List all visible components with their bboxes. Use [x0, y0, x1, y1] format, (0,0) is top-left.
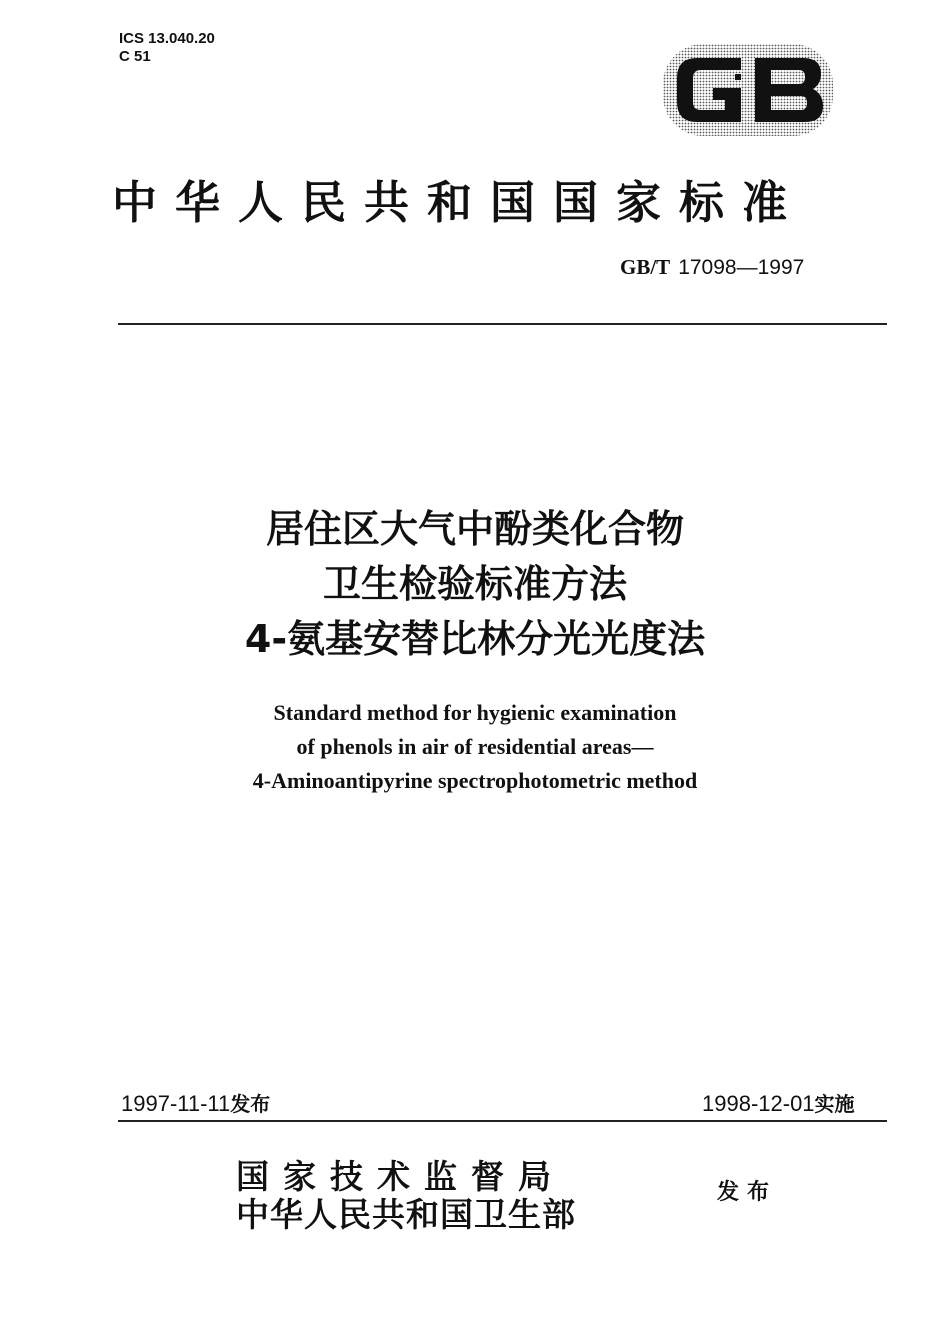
standard-code	[620, 255, 804, 280]
ccs-code: C 51	[119, 48, 151, 65]
english-title-line-1: Standard method for hygienic examination	[273, 700, 677, 725]
chinese-title-line-1: 居住区大气中酚类化合物	[265, 507, 684, 551]
publish-label: 发布	[717, 1180, 778, 1205]
issuer-line-1: 国家技术监督局	[236, 1157, 565, 1196]
issue-date-label: 发布	[230, 1092, 271, 1116]
effective-date	[702, 1088, 855, 1117]
standard-prefix: GB/T	[620, 255, 671, 279]
chinese-title	[0, 502, 950, 667]
issuing-authorities	[236, 1158, 576, 1234]
chinese-title-line-2: 卫生检验标准方法	[322, 562, 627, 606]
issue-date-value: 1997-11-11	[121, 1091, 231, 1116]
effective-date-label: 实施	[814, 1092, 855, 1116]
gb-logo	[663, 44, 833, 136]
english-title-line-2: of phenols in air of residential areas—	[296, 734, 654, 759]
issue-date	[121, 1088, 270, 1117]
ics-code: ICS 13.040.20	[119, 30, 215, 47]
top-divider	[118, 323, 887, 325]
classification-codes	[119, 30, 215, 66]
english-title	[0, 696, 950, 798]
chinese-title-line-3: 4-氨基安替比林分光光度法	[244, 617, 706, 661]
english-title-line-3: 4-Aminoantipyrine spectrophotometric method	[252, 768, 698, 793]
issuer-line-2: 中华人民共和国卫生部	[236, 1195, 576, 1234]
bottom-divider	[118, 1120, 887, 1122]
standard-number: 17098—1997	[678, 256, 805, 279]
national-standard-heading: 中华人民共和国国家标准	[112, 176, 806, 229]
effective-date-value: 1998-12-01	[702, 1091, 815, 1116]
